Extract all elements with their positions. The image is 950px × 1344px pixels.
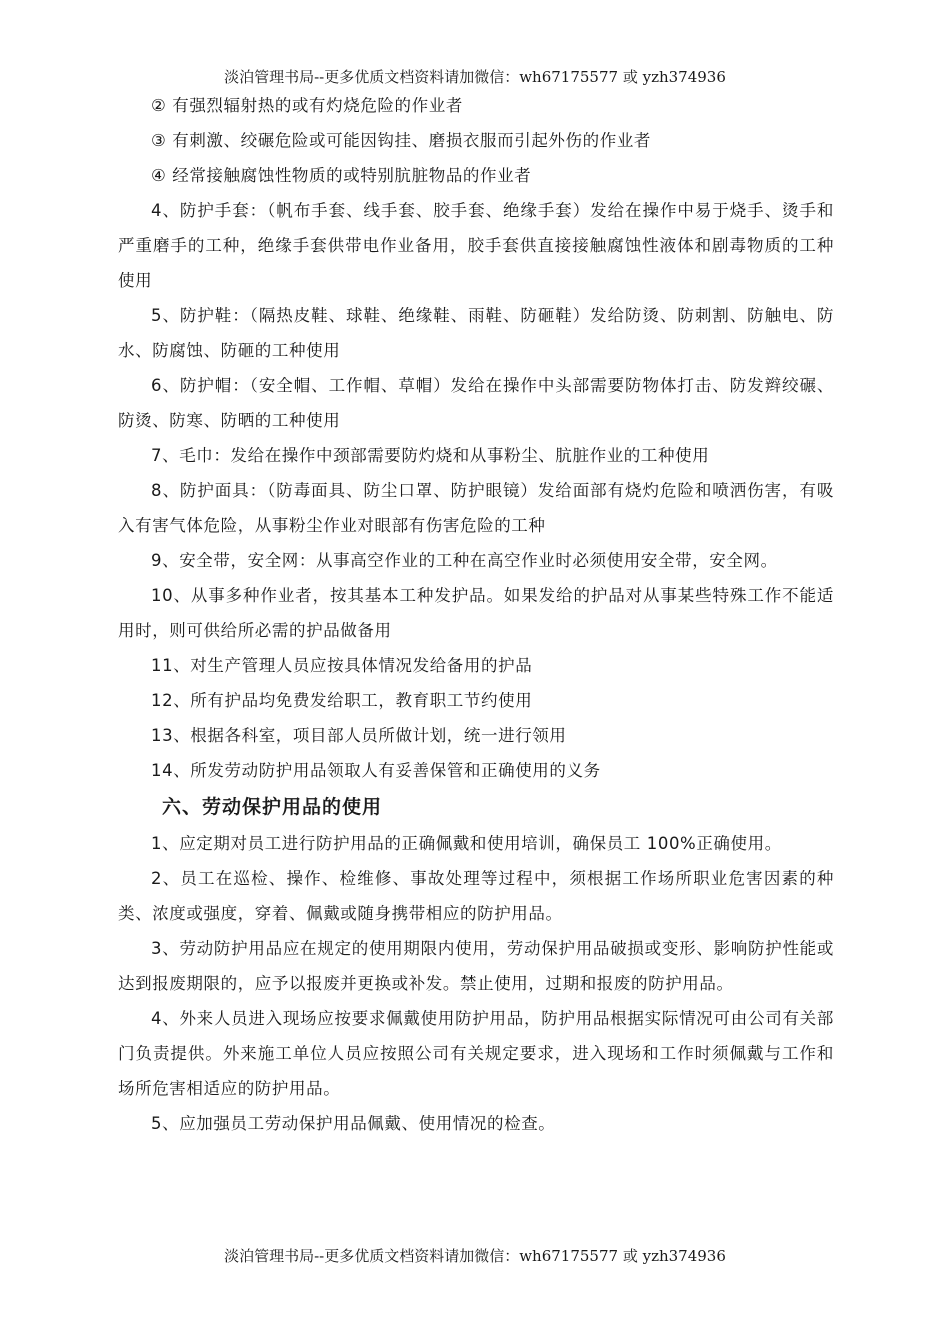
page-footer: 淡泊管理书局--更多优质文档资料请加微信：wh67175577 或 yzh374936 — [224, 1247, 726, 1265]
paragraph-towel: 7、毛巾：发给在操作中颈部需要防灼烧和从事粉尘、肮脏作业的工种使用 — [151, 446, 710, 465]
paragraph-obligation: 14、所发劳动防护用品领取人有妥善保管和正确使用的义务 — [151, 761, 601, 780]
paragraph-face-mask: 8、防护面具：（防毒面具、防尘口罩、防护眼镜）发给面部有烧灼危险和喷洒伤害，有吸入有害气体危险，从事粉尘作业对眼部有伤害危险的工种 — [118, 481, 834, 535]
paragraph-wearing: 2、员工在巡检、操作、检维修、事故处理等过程中，须根据工作场所职业危害因素的种类、浓度或强度，穿着、佩戴或随身携带相应的防护用品。 — [118, 869, 834, 923]
paragraph-free-issue: 12、所有护品均免费发给职工，教育职工节约使用 — [151, 691, 533, 710]
paragraph-multi-work: 10、从事多种作业者，按其基本工种发护品。如果发给的护品对从事某些特殊工作不能适用时，则可供给所必需的护品做备用 — [118, 586, 834, 640]
paragraph-helmet: 6、防护帽：（安全帽、工作帽、草帽）发给在操作中头部需要防物体打击、防发辫绞碾、防烫、防寒、防晒的工种使用 — [118, 376, 834, 430]
paragraph-expiry: 3、劳动防护用品应在规定的使用期限内使用，劳动保护用品破损或变形、影响防护性能或达到报废期限的，应予以报废并更换或补发。禁止使用，过期和报废的防护用品。 — [118, 939, 834, 993]
section-title: 六、劳动保护用品的使用 — [162, 796, 383, 818]
paragraph-visitors: 4、外来人员进入现场应按要求佩戴使用防护用品，防护用品根据实际情况可由公司有关部门负责提供。外来施工单位人员应按照公司有关规定要求，进入现场和工作时须佩戴与工作和场所危害相适应的防护用品。 — [118, 1009, 834, 1098]
paragraph-gloves: 4、防护手套：（帆布手套、线手套、胶手套、绝缘手套）发给在操作中易于烧手、烫手和严重磨手的工种，绝缘手套供带电作业备用，胶手套供直接接触腐蚀性液体和剧毒物质的工种使用 — [118, 201, 834, 290]
paragraph-management: 11、对生产管理人员应按具体情况发给备用的护品 — [151, 656, 533, 675]
list-item: ② 有强烈辐射热的或有灼烧危险的作业者 — [151, 96, 463, 115]
paragraph-training: 1、应定期对员工进行防护用品的正确佩戴和使用培训，确保员工 100%正确使用。 — [151, 834, 782, 853]
list-item: ④ 经常接触腐蚀性物质的或特别肮脏物品的作业者 — [151, 166, 532, 185]
paragraph-safety-belt: 9、安全带，安全网：从事高空作业的工种在高空作业时必须使用安全带，安全网。 — [151, 551, 778, 570]
paragraph-planning: 13、根据各科室，项目部人员所做计划，统一进行领用 — [151, 726, 567, 745]
list-item: ③ 有刺激、绞碾危险或可能因钩挂、磨损衣服而引起外伤的作业者 — [151, 131, 652, 150]
page-header: 淡泊管理书局--更多优质文档资料请加微信：wh67175577 或 yzh374936 — [224, 68, 726, 86]
paragraph-shoes: 5、防护鞋：（隔热皮鞋、球鞋、绝缘鞋、雨鞋、防砸鞋）发给防烫、防刺割、防触电、防水、防腐蚀、防砸的工种使用 — [118, 306, 834, 360]
paragraph-inspection: 5、应加强员工劳动保护用品佩戴、使用情况的检查。 — [151, 1114, 556, 1133]
document-body — [118, 88, 834, 1141]
